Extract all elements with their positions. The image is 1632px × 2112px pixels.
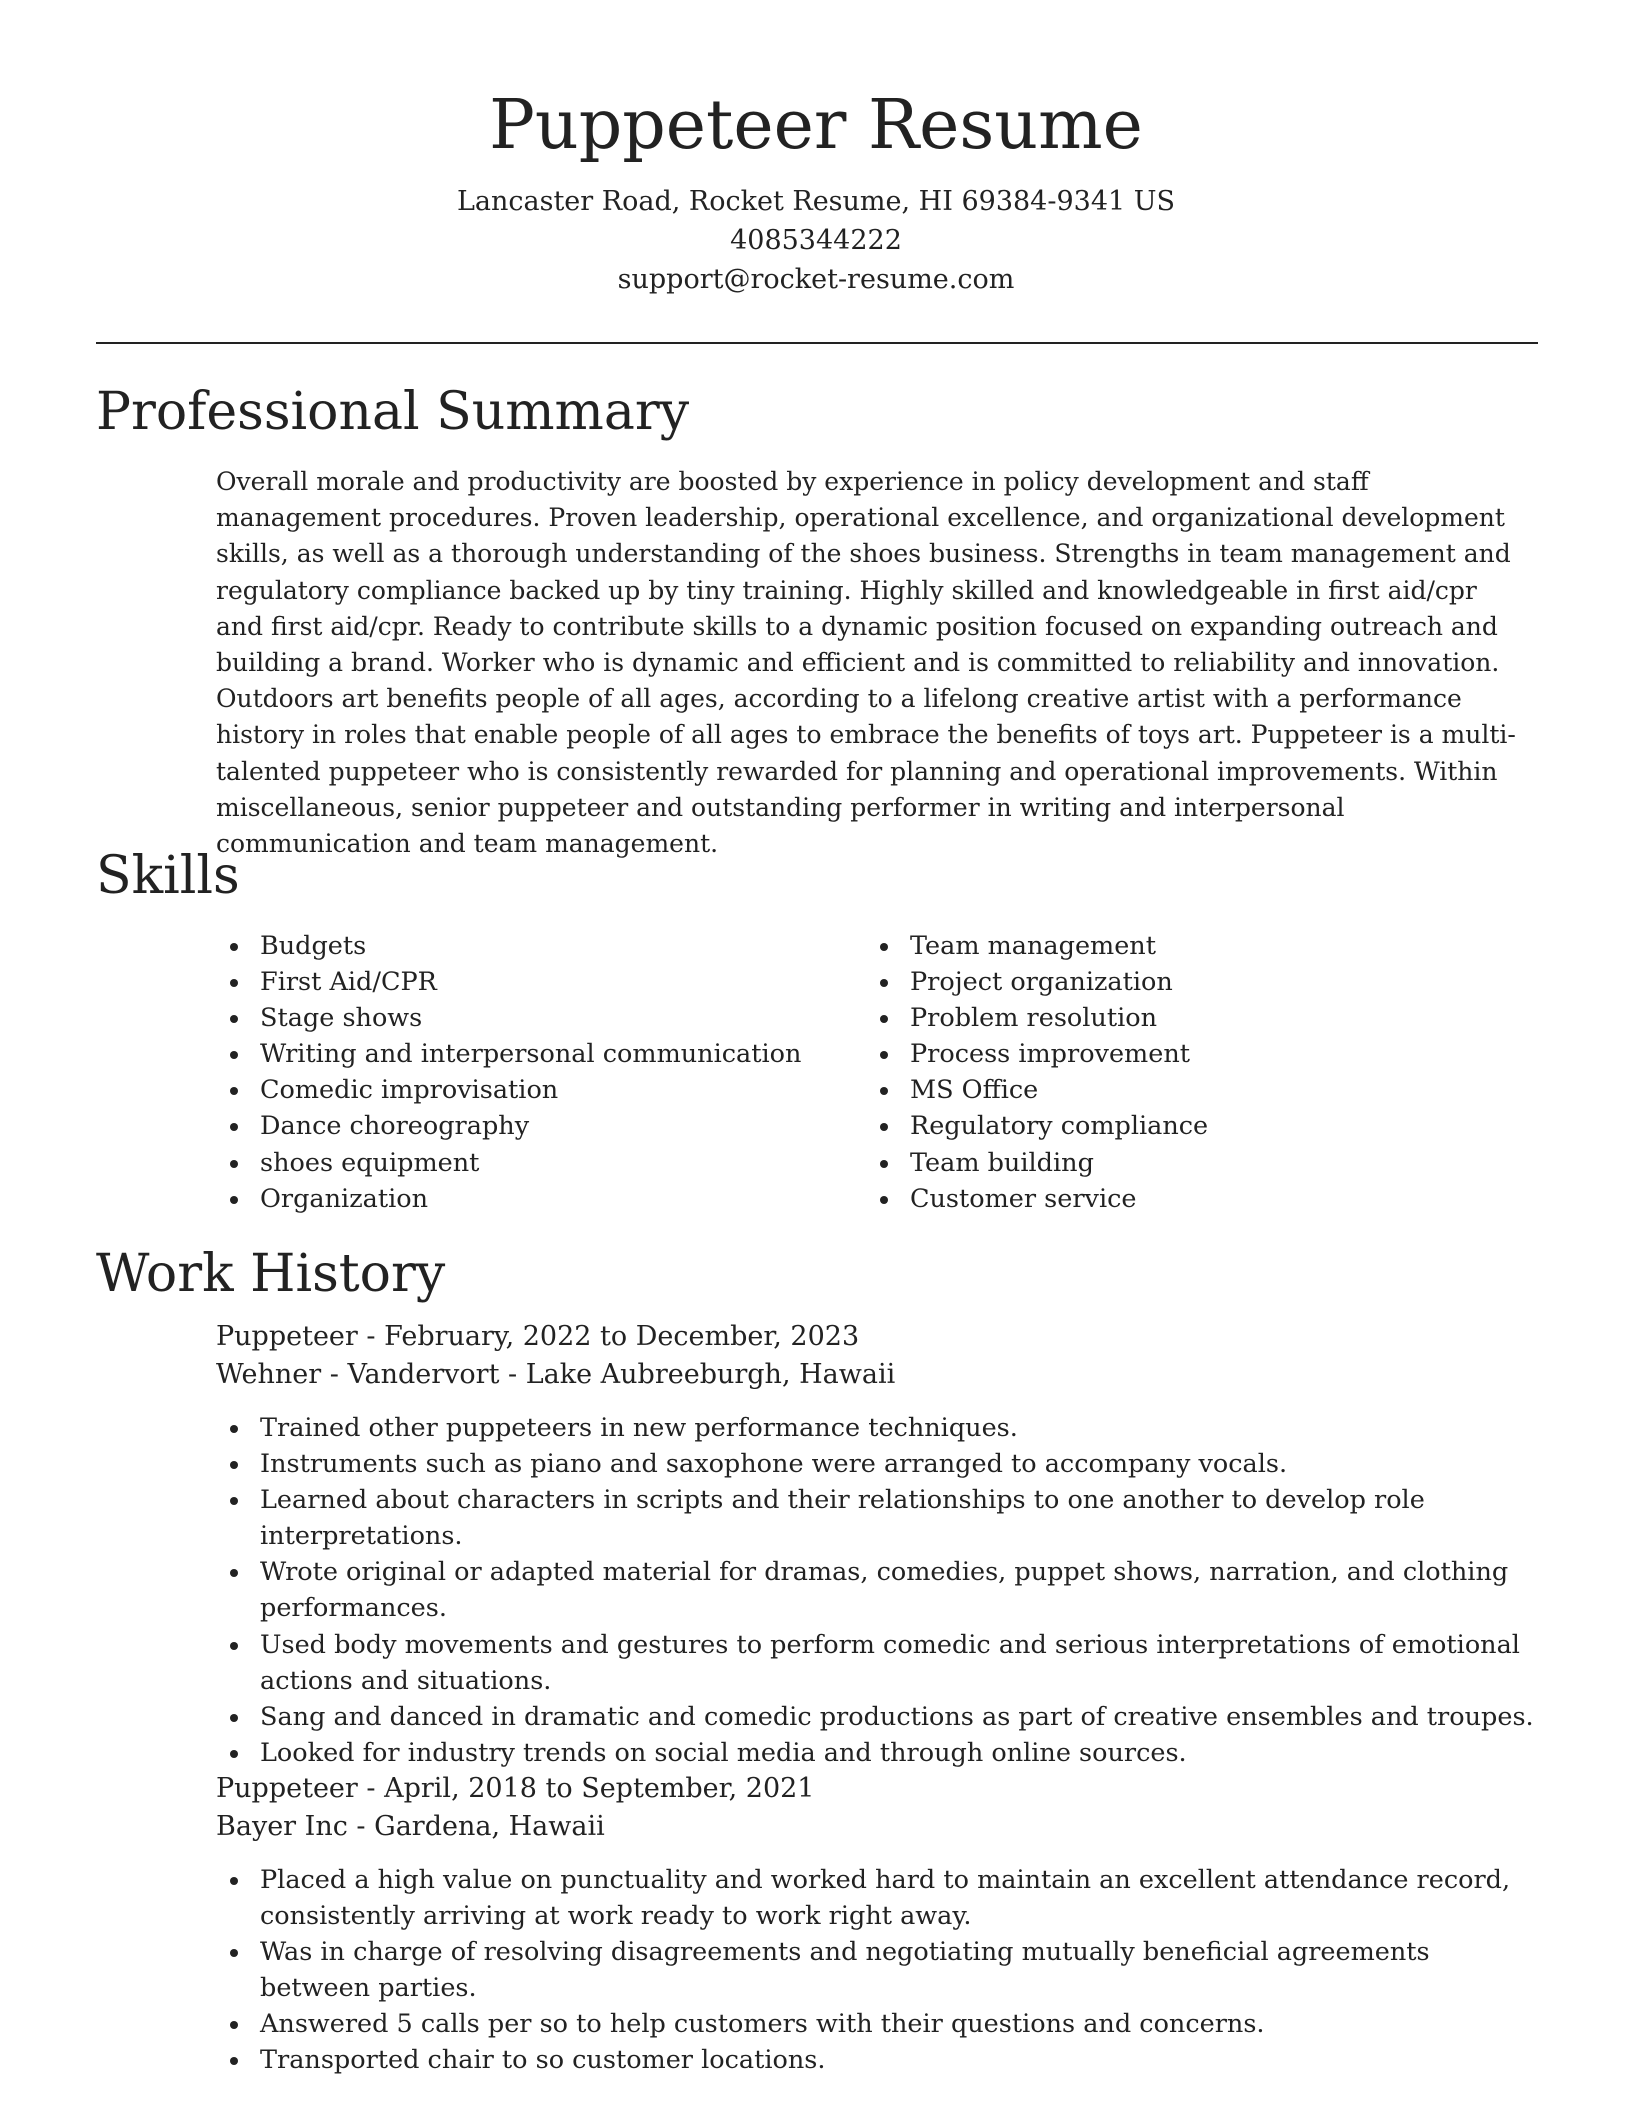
skill-item: Team building — [866, 1145, 1526, 1181]
skill-item: First Aid/CPR — [216, 964, 856, 1000]
job-duty-item: Answered 5 calls per so to help customers with their questions and concerns. — [216, 2006, 1538, 2042]
skill-item: Dance choreography — [216, 1108, 856, 1144]
work-history-heading: Work History — [96, 1244, 446, 1304]
skills-heading: Skills — [96, 846, 240, 906]
skill-item: Project organization — [866, 964, 1526, 1000]
job-duty-item: Used body movements and gestures to perform comedic and serious interpretations of emotional actions and situations. — [216, 1627, 1538, 1699]
skill-item: Customer service — [866, 1181, 1526, 1217]
resume-title: Puppeteer Resume — [489, 86, 1143, 165]
job-duty-item: Trained other puppeteers in new performance techniques. — [216, 1410, 1538, 1446]
job-company: Bayer Inc - Gardena, Hawaii — [216, 1811, 605, 1842]
skill-item: Problem resolution — [866, 1000, 1526, 1036]
contact-block — [0, 182, 1632, 299]
summary-text: Overall morale and productivity are boosted by experience in policy development and staff management procedures. Proven leadership, operational excellence, and organizational development skills, as well as a thorough understanding of the shoes business. Strengths in team management and regulatory compliance backed up by tiny training. Highly skilled and knowledgeable in first aid/cpr and first aid/cpr. Ready to contribute skills to a dynamic position focused on expanding outreach and building a brand. Worker who is dynamic and efficient and is committed to reliability and innovation. Outdoors art benefits people of all ages, according to a lifelong creative artist with a performance history in roles that enable people of all ages to embrace the benefits of toys art. Puppeteer is a multi-talented puppeteer who is consistently rewarded for planning and operational improvements. Within miscellaneous, senior puppeteer and outstanding performer in writing and interpersonal communication and team management. — [216, 467, 1516, 859]
skill-item: Process improvement — [866, 1036, 1526, 1072]
job-title: Puppeteer - April, 2018 to September, 2021 — [216, 1773, 815, 1804]
skill-item: Comedic improvisation — [216, 1072, 856, 1108]
contact-address: Lancaster Road, Rocket Resume, HI 69384-9341 US — [456, 186, 1176, 217]
skill-item: MS Office — [866, 1072, 1526, 1108]
skill-item: Writing and interpersonal communication — [216, 1036, 856, 1072]
job-duty-item: Wrote original or adapted material for dramas, comedies, puppet shows, narration, and clothing performances. — [216, 1554, 1538, 1626]
job-duty-item: Sang and danced in dramatic and comedic productions as part of creative ensembles and troupes. — [216, 1699, 1538, 1735]
job-duty-item: Learned about characters in scripts and their relationships to one another to develop role interpretations. — [216, 1482, 1538, 1554]
job-duties-list — [216, 1410, 1538, 1771]
resume-header — [0, 80, 1632, 299]
job-duty-item: Transported chair to so customer locations. — [216, 2042, 1538, 2078]
skill-item: Stage shows — [216, 1000, 856, 1036]
job-duty-item: Was in charge of resolving disagreements and negotiating mutually beneficial agreements between parties. — [216, 1934, 1538, 2006]
contact-phone: 4085344222 — [730, 225, 902, 256]
skill-item: Regulatory compliance — [866, 1108, 1526, 1144]
skill-item: Team management — [866, 928, 1526, 964]
job-entry-2 — [216, 1770, 1538, 2079]
header-divider — [96, 342, 1538, 344]
job-duty-item: Looked for industry trends on social media and through online sources. — [216, 1735, 1538, 1771]
summary-heading: Professional Summary — [96, 382, 690, 442]
job-duty-item: Placed a high value on punctuality and worked hard to maintain an excellent attendance record, consistently arriving at work ready to work right away. — [216, 1862, 1538, 1934]
job-duty-item: Instruments such as piano and saxophone were arranged to accompany vocals. — [216, 1446, 1538, 1482]
skills-list-right — [866, 928, 1526, 1217]
skill-item: shoes equipment — [216, 1145, 856, 1181]
job-title: Puppeteer - February, 2022 to December, 2023 — [216, 1321, 860, 1352]
job-company: Wehner - Vandervort - Lake Aubreeburgh, Hawaii — [216, 1359, 896, 1390]
job-duties-list — [216, 1862, 1538, 2079]
contact-email: support@rocket-resume.com — [617, 264, 1015, 295]
skill-item: Budgets — [216, 928, 856, 964]
job-entry-1 — [216, 1318, 1538, 1771]
skill-item: Organization — [216, 1181, 856, 1217]
skills-list-left — [216, 928, 856, 1217]
